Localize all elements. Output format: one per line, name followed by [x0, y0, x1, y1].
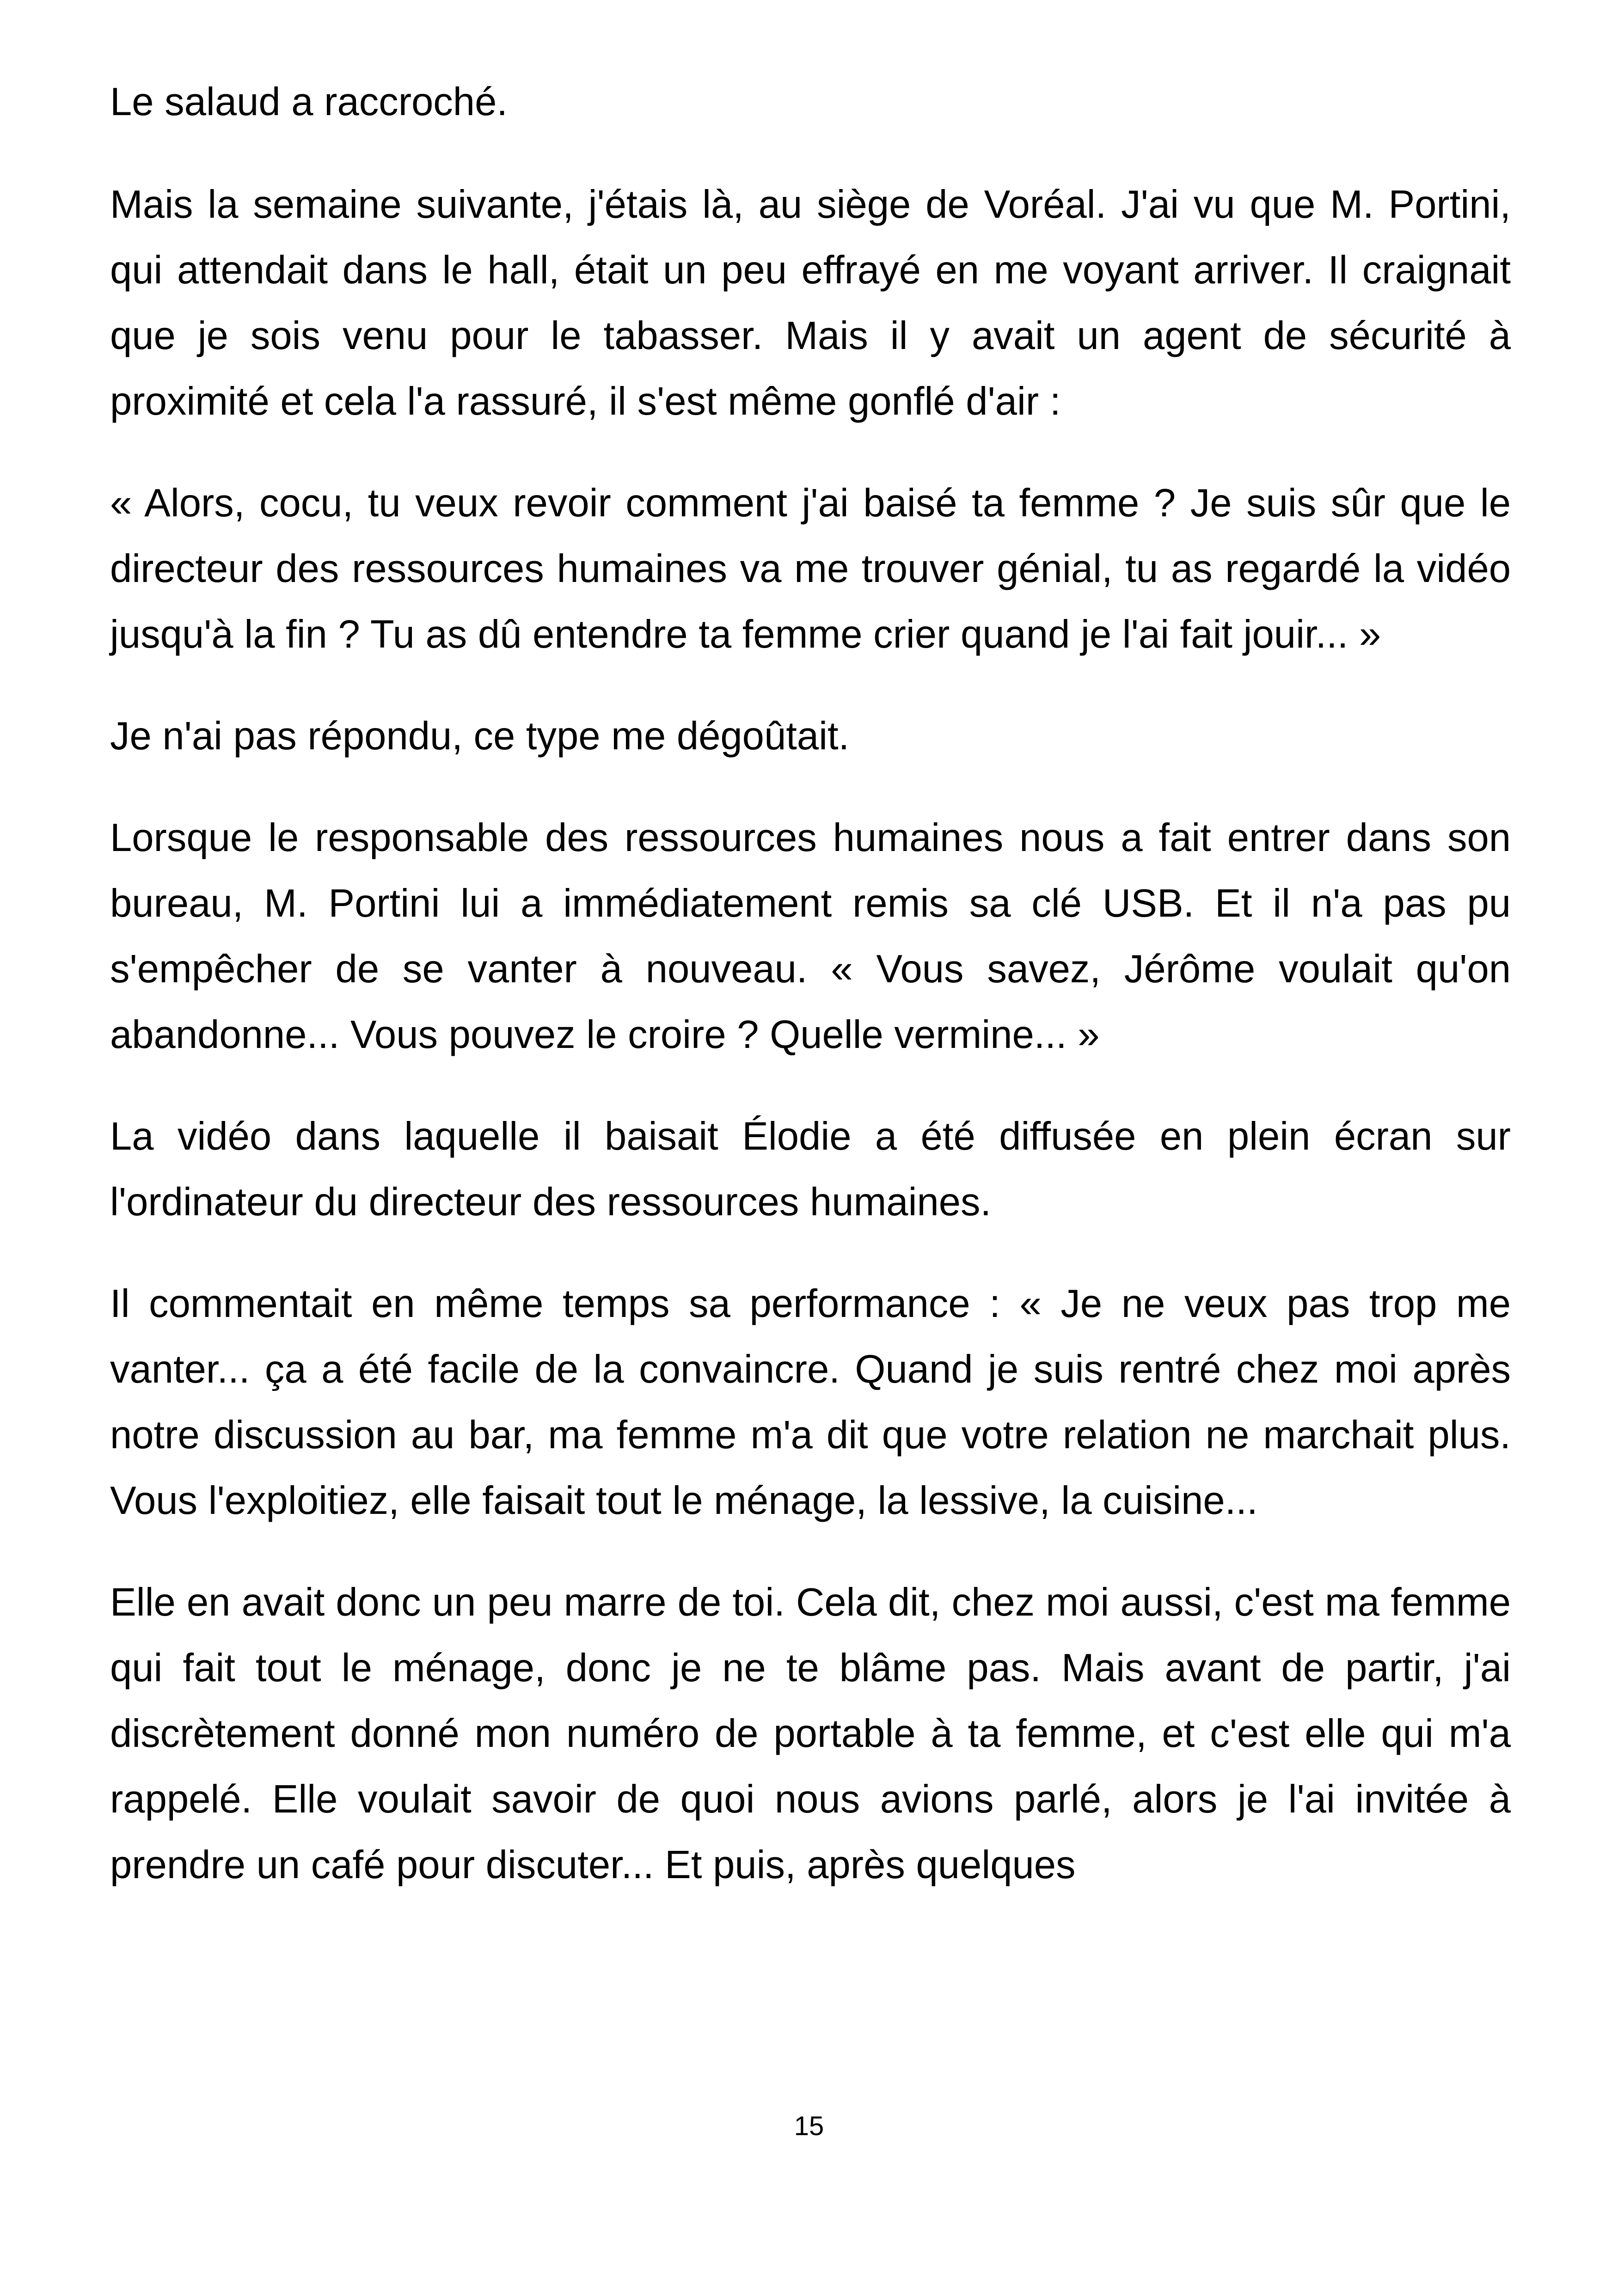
- page-number: 15: [794, 2111, 824, 2141]
- paragraph-7: Il commentait en même temps sa performance : « Je ne veux pas trop me vanter... ça a été facile de la convaincre. Quand je suis rentré chez moi après notre discussion au bar, ma femme m'a dit que votre relation ne marchait plus. Vous l'exploitiez, elle faisait tout le ménage, la lessive, la cuisine...: [110, 1282, 1511, 1523]
- paragraph-2: Mais la semaine suivante, j'étais là, au siège de Voréal. J'ai vu que M. Portini, qui attendait dans le hall, était un peu effrayé en me voyant arriver. Il craignait que je sois venu pour le tabasser. Mais il y avait un agent de sécurité à proximité et cela l'a rassuré, il s'est même gonflé d'air :: [110, 183, 1511, 423]
- paragraph-3: « Alors, cocu, tu veux revoir comment j'ai baisé ta femme ? Je suis sûr que le directeur des ressources humaines va me trouver génial, tu as regardé la vidéo jusqu'à la fin ? Tu as dû entendre ta femme crier quand je l'ai fait jouir... »: [110, 481, 1511, 656]
- body-text: [110, 69, 1511, 1934]
- paragraph-4: Je n'ai pas répondu, ce type me dégoûtait.: [110, 714, 850, 758]
- paragraph-8: Elle en avait donc un peu marre de toi. Cela dit, chez moi aussi, c'est ma femme qui fait tout le ménage, donc je ne te blâme pas. Mais avant de partir, j'ai discrètement donné mon numéro de portable à ta femme, et c'est elle qui m'a rappelé. Elle voulait savoir de quoi nous avions parlé, alors je l'ai invitée à prendre un café pour discuter... Et puis, après quelques: [110, 1580, 1511, 1887]
- paragraph-1: Le salaud a raccroché.: [110, 80, 508, 124]
- paragraph-6: La vidéo dans laquelle il baisait Élodie a été diffusée en plein écran sur l'ordinateur du directeur des ressources humaines.: [110, 1114, 1511, 1224]
- paragraph-5: Lorsque le responsable des ressources humaines nous a fait entrer dans son bureau, M. Portini lui a immédiatement remis sa clé USB. Et il n'a pas pu s'empêcher de se vanter à nouveau. « Vous savez, Jérôme voulait qu'on abandonne... Vous pouvez le croire ? Quelle vermine... »: [110, 816, 1511, 1057]
